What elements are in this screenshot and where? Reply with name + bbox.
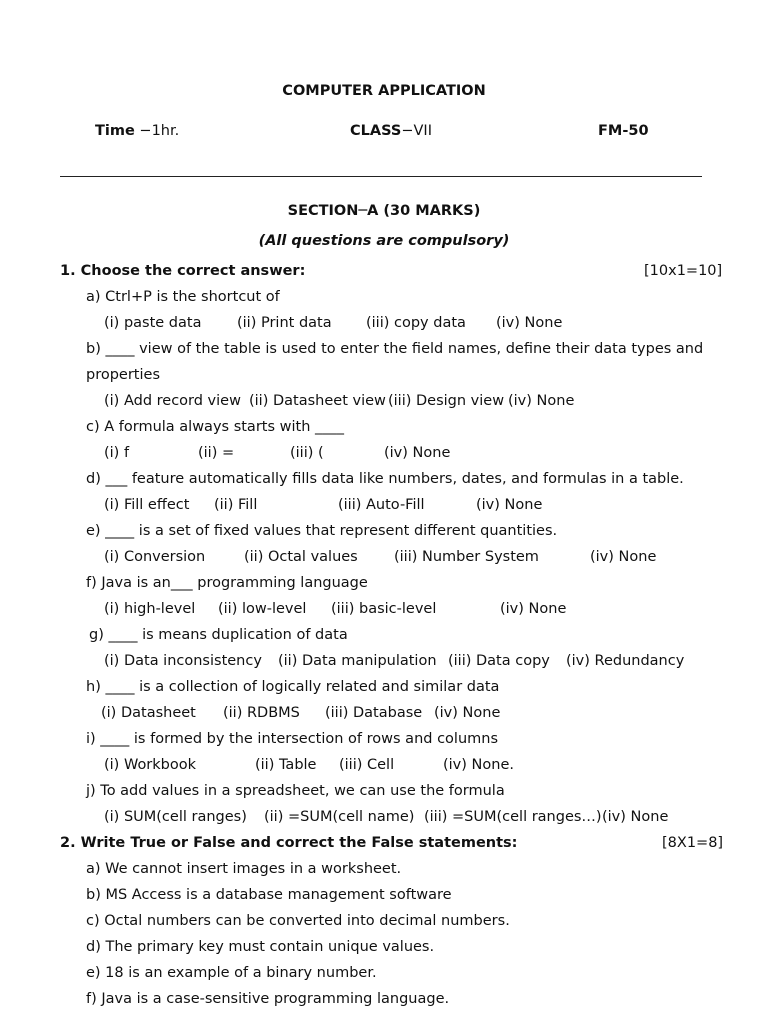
q1-item-c: c) A formula always starts with ____	[86, 419, 344, 435]
q1-e-opt2: (ii) Octal values	[244, 549, 358, 565]
q1-j-opt2: (ii) =SUM(cell name)	[264, 809, 415, 825]
q1-d-opt2: (ii) Fill	[214, 497, 258, 513]
q1-e-opt1: (i) Conversion	[104, 549, 206, 565]
time-line	[95, 122, 179, 140]
q1-g-opt2: (ii) Data manipulation	[278, 653, 437, 669]
q1-b-opt4: (iv) None	[508, 393, 575, 409]
q1-f-opt2: (ii) low-level	[218, 601, 307, 617]
q1-j-opt3: (iii) =SUM(cell ranges…)	[424, 809, 602, 825]
q1-item-f: f) Java is an___ programming language	[86, 575, 368, 591]
section-title: SECTION─A (30 MARKS)	[287, 203, 481, 219]
q1-i-opt3: (iii) Cell	[339, 757, 395, 773]
q1-b-opt3: (iii) Design view	[388, 393, 505, 409]
q2-item-b: b) MS Access is a database management software	[86, 887, 452, 903]
class-line	[350, 122, 432, 140]
q1-item-g: g) ____ is means duplication of data	[89, 627, 348, 643]
q1-heading: 1. Choose the correct answer:	[60, 263, 306, 279]
q1-i-opt2: (ii) Table	[255, 757, 317, 773]
full-marks: FM-50	[598, 123, 649, 139]
q1-e-opt3: (iii) Number System	[394, 549, 539, 565]
q1-b-opt2: (ii) Datasheet view	[249, 393, 386, 409]
q2-heading: 2. Write True or False and correct the False statements:	[60, 835, 518, 851]
q2-item-a: a) We cannot insert images in a worksheet.	[86, 861, 402, 877]
q1-e-opt4: (iv) None	[590, 549, 657, 565]
q1-marks: [10x1=10]	[644, 263, 723, 279]
q1-f-opt3: (iii) basic-level	[331, 601, 437, 617]
q1-item-h: h) ____ is a collection of logically related and similar data	[86, 679, 500, 695]
q1-g-opt4: (iv) Redundancy	[566, 653, 685, 669]
q1-i-opt1: (i) Workbook	[104, 757, 197, 773]
q1-a-opt2: (ii) Print data	[237, 315, 332, 331]
q2-item-c: c) Octal numbers can be converted into decimal numbers.	[86, 913, 510, 929]
q1-g-opt1: (i) Data inconsistency	[104, 653, 262, 669]
time-label: Time	[95, 123, 135, 139]
time-value: −1hr.	[139, 123, 180, 139]
q1-h-opt4: (iv) None	[434, 705, 501, 721]
q1-item-b: b) ____ view of the table is used to enter the field names, define their data types and	[86, 341, 704, 357]
q1-f-opt4: (iv) None	[500, 601, 567, 617]
q1-a-opt4: (iv) None	[496, 315, 563, 331]
q1-d-opt3: (iii) Auto-Fill	[338, 497, 425, 513]
q1-h-opt2: (ii) RDBMS	[223, 705, 300, 721]
q1-item-b-cont: properties	[86, 367, 160, 383]
class-value: −VII	[401, 123, 432, 139]
q1-j-opt4: (iv) None	[602, 809, 669, 825]
q1-i-opt4: (iv) None.	[443, 757, 514, 773]
q1-item-i: i) ____ is formed by the intersection of rows and columns	[86, 731, 498, 747]
q1-c-opt4: (iv) None	[384, 445, 451, 461]
q1-a-opt3: (iii) copy data	[366, 315, 466, 331]
q1-a-opt1: (i) paste data	[104, 315, 202, 331]
paper-title: COMPUTER APPLICATION	[282, 83, 486, 99]
q1-j-opt1: (i) SUM(cell ranges)	[104, 809, 247, 825]
q2-item-d: d) The primary key must contain unique values.	[86, 939, 435, 955]
q1-d-opt1: (i) Fill effect	[104, 497, 190, 513]
q1-h-opt3: (iii) Database	[325, 705, 423, 721]
class-label: CLASS	[350, 123, 402, 139]
q1-h-opt1: (i) Datasheet	[101, 705, 196, 721]
q1-b-opt1: (i) Add record view	[104, 393, 241, 409]
header-divider	[60, 176, 702, 177]
q2-item-f: f) Java is a case-sensitive programming language.	[86, 991, 450, 1007]
q1-g-opt3: (iii) Data copy	[448, 653, 550, 669]
q1-c-opt2: (ii) =	[198, 445, 235, 461]
q2-item-e: e) 18 is an example of a binary number.	[86, 965, 377, 981]
q2-marks: [8X1=8]	[662, 835, 724, 851]
q1-d-opt4: (iv) None	[476, 497, 543, 513]
q1-item-d: d) ___ feature automatically fills data like numbers, dates, and formulas in a table.	[86, 471, 684, 487]
q1-item-j: j) To add values in a spreadsheet, we can use the formula	[86, 783, 505, 799]
q1-f-opt1: (i) high-level	[104, 601, 196, 617]
q1-item-a: a) Ctrl+P is the shortcut of	[86, 289, 280, 305]
q1-c-opt3: (iii) (	[290, 445, 324, 461]
section-note: (All questions are compulsory)	[258, 233, 510, 249]
q1-item-e: e) ____ is a set of fixed values that represent different quantities.	[86, 523, 558, 539]
q1-c-opt1: (i) f	[104, 445, 130, 461]
